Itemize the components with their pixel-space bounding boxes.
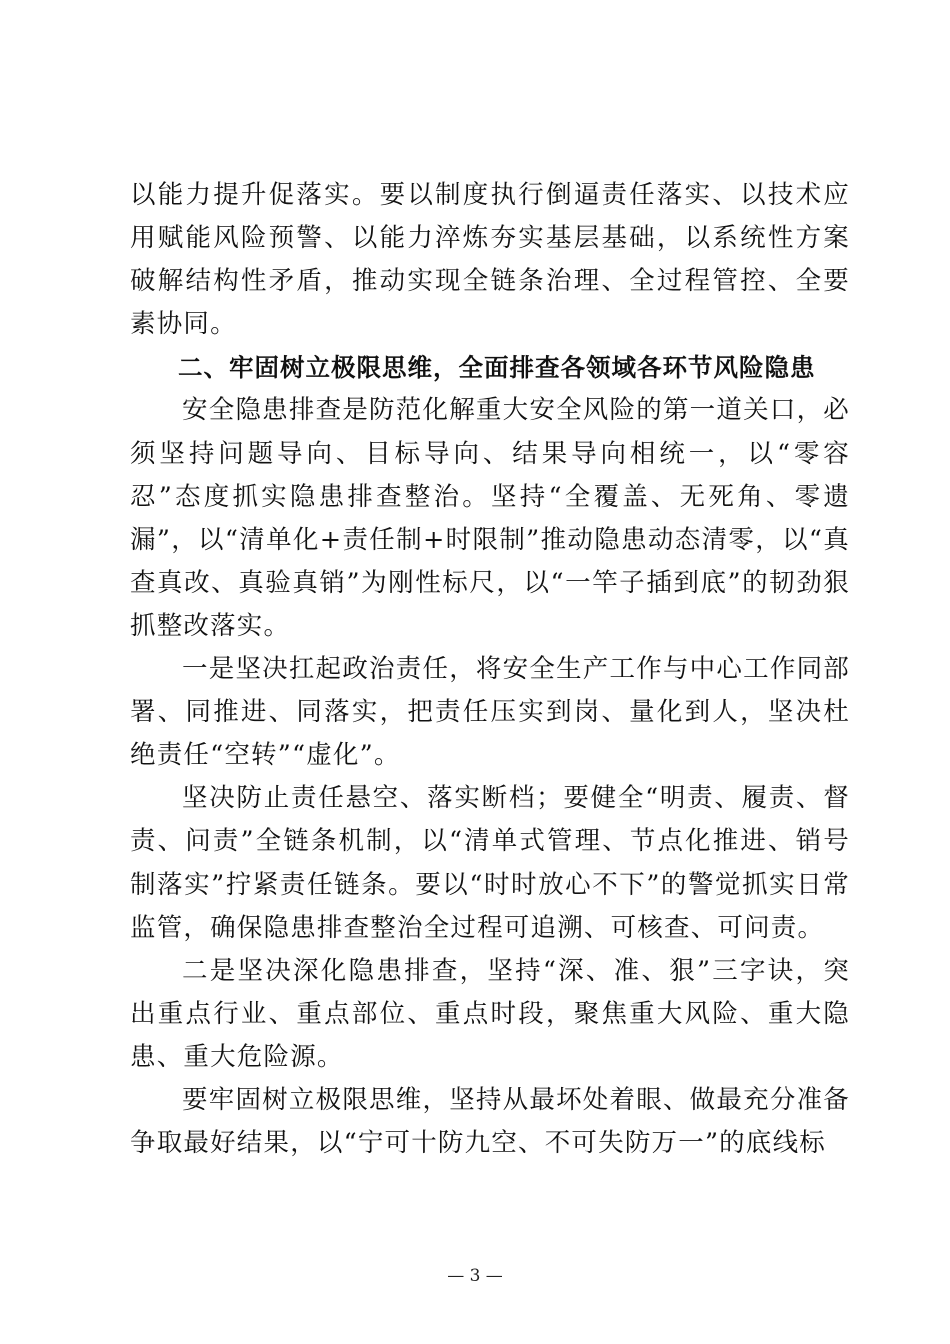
paragraph-point-one: 一是坚决扛起政治责任，将安全生产工作与中心工作同部署、同推进、同落实，把责任压实到岗、量化到人，坚决杜绝责任“空转”“虚化”。: [130, 654, 850, 771]
document-body: [130, 174, 850, 1165]
paragraph-hazard-investigation: 安全隐患排查是防范化解重大安全风险的第一道关口，必须坚持问题导向、目标导向、结果导向相统一，以“零容忍”态度抓实隐患排查整治。坚持“全覆盖、无死角、零遗漏”，以“清单化+责任制+时限制”推动隐患动态清零，以“真查真改、真验真销”为刚性标尺，以“一竿子插到底”的韧劲狠抓整改落实。: [130, 395, 850, 641]
paragraph-extreme-thinking: 要牢固树立极限思维，坚持从最坏处着眼、做最充分准备争取最好结果，以“宁可十防九空、不可失防万一”的底线标: [130, 1084, 850, 1159]
page-number: — 3 —: [447, 1266, 503, 1286]
paragraph-responsibility-chain: 坚决防止责任悬空、落实断档；要健全“明责、履责、督责、问责”全链条机制，以“清单式管理、节点化推进、销号制落实”拧紧责任链条。要以“时时放心不下”的警觉抓实日常监管，确保隐患排查整治全过程可追溯、可核查、可问责。: [130, 783, 850, 943]
paragraph-continuation: 以能力提升促落实。要以制度执行倒逼责任落实、以技术应用赋能风险预警、以能力淬炼夯实基层基础，以系统性方案破解结构性矛盾，推动实现全链条治理、全过程管控、全要素协同。: [130, 180, 850, 340]
section-heading: 二、牢固树立极限思维，全面排查各领域各环节风险隐患: [178, 353, 816, 383]
paragraph-point-two: 二是坚决深化隐患排查，坚持“深、准、狠”三字诀，突出重点行业、重点部位、重点时段，聚焦重大风险、重大隐患、重大危险源。: [130, 955, 850, 1072]
